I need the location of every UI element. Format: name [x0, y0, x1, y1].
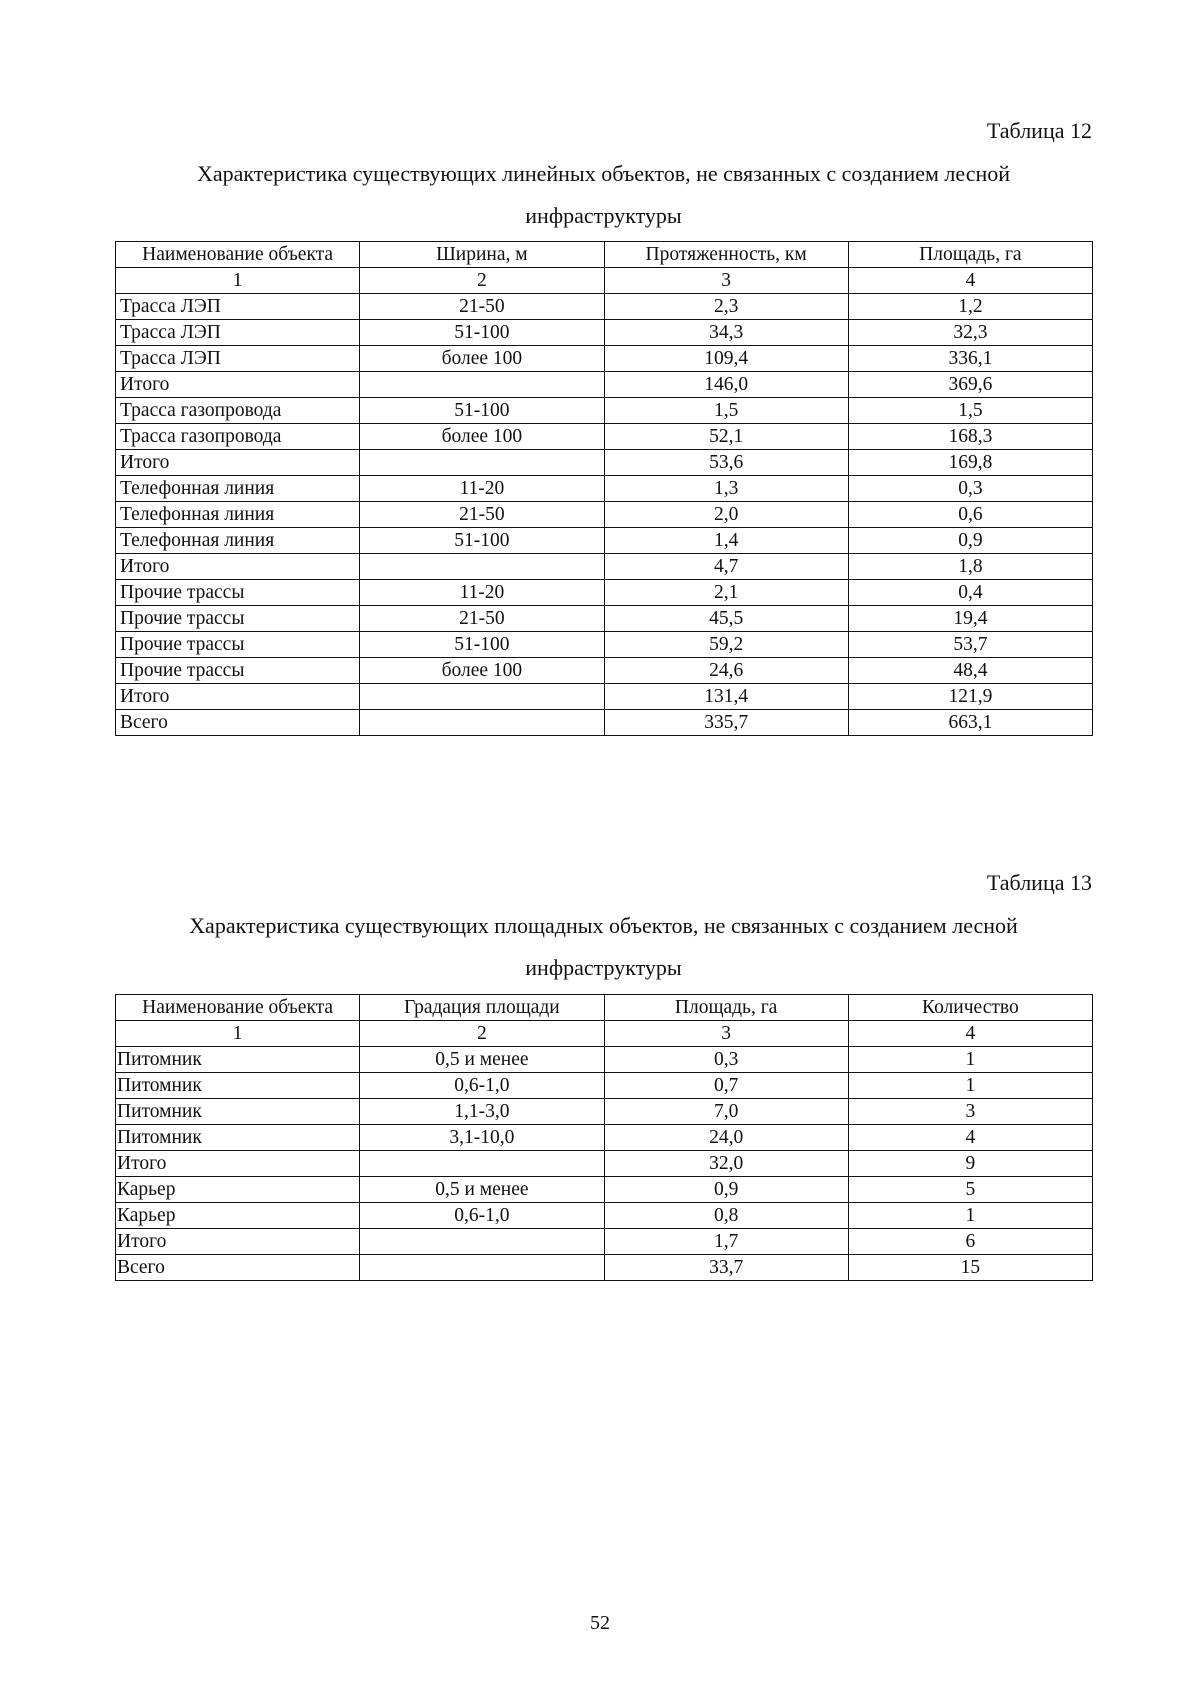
table-cell: 59,2 — [604, 632, 848, 658]
row-label-cell: Питомник — [116, 1125, 360, 1151]
table-cell: 24,6 — [604, 658, 848, 684]
table-cell: 335,7 — [604, 710, 848, 736]
row-label-cell: Итого — [116, 450, 360, 476]
row-label-cell: Прочие трассы — [116, 606, 360, 632]
row-label-cell: Трасса ЛЭП — [116, 346, 360, 372]
table-cell: 0,9 — [848, 528, 1092, 554]
table-cell — [360, 1151, 604, 1177]
table-cell: 51-100 — [360, 398, 604, 424]
row-label-cell: Трасса газопровода — [116, 424, 360, 450]
table-cell — [360, 710, 604, 736]
table-cell: 0,3 — [848, 476, 1092, 502]
table-cell: 51-100 — [360, 320, 604, 346]
table-cell: 0,6 — [848, 502, 1092, 528]
row-label-cell: Питомник — [116, 1047, 360, 1073]
table-row — [116, 476, 1093, 502]
table-cell: 51-100 — [360, 528, 604, 554]
table-cell: 33,7 — [604, 1255, 848, 1281]
column-header: Площадь, га — [848, 242, 1092, 268]
table-cell: 3 — [848, 1099, 1092, 1125]
table-cell: 52,1 — [604, 424, 848, 450]
table-cell: более 100 — [360, 424, 604, 450]
table-cell: 21-50 — [360, 294, 604, 320]
row-label-cell: Трасса газопровода — [116, 398, 360, 424]
table-cell: 1 — [848, 1073, 1092, 1099]
table-cell: 146,0 — [604, 372, 848, 398]
table-cell: 0,6-1,0 — [360, 1203, 604, 1229]
table-12-title-line-1: Характеристика существующих линейных объектов, не связанных с созданием лесной — [196, 161, 1011, 186]
table-cell: 131,4 — [604, 684, 848, 710]
row-label-cell: Итого — [116, 554, 360, 580]
table-13 — [115, 994, 1093, 1281]
table-cell: 32,0 — [604, 1151, 848, 1177]
table-cell: 3,1-10,0 — [360, 1125, 604, 1151]
row-label-cell: Карьер — [116, 1177, 360, 1203]
row-label-cell: Питомник — [116, 1099, 360, 1125]
table-12-title — [115, 153, 1092, 237]
table-row — [116, 658, 1093, 684]
table-13-body — [116, 1047, 1093, 1281]
table-cell: 0,6-1,0 — [360, 1073, 604, 1099]
table-cell: 1,2 — [848, 294, 1092, 320]
table-13-caption: Таблица 13 — [986, 870, 1092, 895]
table-cell: 2,0 — [604, 502, 848, 528]
column-number: 4 — [848, 268, 1092, 294]
table-row — [116, 710, 1093, 736]
table-13-header-row — [116, 995, 1093, 1021]
column-header: Количество — [848, 995, 1092, 1021]
table-12 — [115, 241, 1093, 736]
table-cell: 4,7 — [604, 554, 848, 580]
column-header: Протяженность, км — [604, 242, 848, 268]
table-cell: более 100 — [360, 346, 604, 372]
table-cell: 336,1 — [848, 346, 1092, 372]
table-row — [116, 424, 1093, 450]
table-cell: 53,7 — [848, 632, 1092, 658]
table-cell — [360, 450, 604, 476]
column-number: 1 — [116, 268, 360, 294]
table-row — [116, 684, 1093, 710]
table-cell: 53,6 — [604, 450, 848, 476]
table-cell: 24,0 — [604, 1125, 848, 1151]
table-13-title-line-2: инфраструктуры — [525, 955, 682, 980]
table-cell: 168,3 — [848, 424, 1092, 450]
table-cell: 51-100 — [360, 632, 604, 658]
table-row — [116, 1255, 1093, 1281]
row-label-cell: Карьер — [116, 1203, 360, 1229]
row-label-cell: Итого — [116, 684, 360, 710]
table-cell: 1,7 — [604, 1229, 848, 1255]
row-label-cell: Питомник — [116, 1073, 360, 1099]
column-number: 3 — [604, 1021, 848, 1047]
table-cell: 21-50 — [360, 502, 604, 528]
table-row — [116, 528, 1093, 554]
column-header: Наименование объекта — [116, 995, 360, 1021]
row-label-cell: Телефонная линия — [116, 502, 360, 528]
table-cell: 369,6 — [848, 372, 1092, 398]
row-label-cell: Телефонная линия — [116, 528, 360, 554]
table-cell: 109,4 — [604, 346, 848, 372]
table-cell: 48,4 — [848, 658, 1092, 684]
table-row — [116, 346, 1093, 372]
table-cell: 0,7 — [604, 1073, 848, 1099]
table-cell: 9 — [848, 1151, 1092, 1177]
table-cell: 0,8 — [604, 1203, 848, 1229]
table-row — [116, 320, 1093, 346]
table-cell — [360, 1229, 604, 1255]
column-number: 2 — [360, 268, 604, 294]
column-number: 4 — [848, 1021, 1092, 1047]
row-label-cell: Прочие трассы — [116, 632, 360, 658]
table-cell: 1,4 — [604, 528, 848, 554]
table-cell — [360, 372, 604, 398]
page-number: 52 — [590, 1612, 610, 1634]
row-label-cell: Трасса ЛЭП — [116, 294, 360, 320]
table-cell: 4 — [848, 1125, 1092, 1151]
table-row — [116, 1073, 1093, 1099]
table-cell — [360, 554, 604, 580]
table-cell: 34,3 — [604, 320, 848, 346]
row-label-cell: Всего — [116, 1255, 360, 1281]
table-12-header-row — [116, 242, 1093, 268]
table-cell: 121,9 — [848, 684, 1092, 710]
column-header: Площадь, га — [604, 995, 848, 1021]
table-cell: 0,5 и менее — [360, 1177, 604, 1203]
table-row — [116, 554, 1093, 580]
row-label-cell: Прочие трассы — [116, 658, 360, 684]
row-label-cell: Всего — [116, 710, 360, 736]
table-cell: 1,5 — [604, 398, 848, 424]
table-row — [116, 580, 1093, 606]
table-cell: 11-20 — [360, 476, 604, 502]
table-cell — [360, 684, 604, 710]
table-cell: 21-50 — [360, 606, 604, 632]
table-cell — [360, 1255, 604, 1281]
table-row — [116, 294, 1093, 320]
table-row — [116, 1203, 1093, 1229]
table-12-caption: Таблица 12 — [986, 118, 1092, 143]
table-row — [116, 606, 1093, 632]
row-label-cell: Итого — [116, 1229, 360, 1255]
row-label-cell: Трасса ЛЭП — [116, 320, 360, 346]
table-13-title-line-1: Характеристика существующих площадных объектов, не связанных с созданием лесной — [189, 913, 1018, 938]
table-cell: 19,4 — [848, 606, 1092, 632]
table-cell: 1,8 — [848, 554, 1092, 580]
table-cell: 1,5 — [848, 398, 1092, 424]
table-cell: 7,0 — [604, 1099, 848, 1125]
column-number: 1 — [116, 1021, 360, 1047]
table-cell: 15 — [848, 1255, 1092, 1281]
column-header: Наименование объекта — [116, 242, 360, 268]
table-row — [116, 1177, 1093, 1203]
table-cell: 11-20 — [360, 580, 604, 606]
column-header: Ширина, м — [360, 242, 604, 268]
table-cell: 169,8 — [848, 450, 1092, 476]
table-cell: 2,3 — [604, 294, 848, 320]
table-cell: 1 — [848, 1047, 1092, 1073]
table-row — [116, 1099, 1093, 1125]
table-cell: 663,1 — [848, 710, 1092, 736]
table-cell: 0,4 — [848, 580, 1092, 606]
table-cell: 32,3 — [848, 320, 1092, 346]
table-cell: более 100 — [360, 658, 604, 684]
table-cell: 1 — [848, 1203, 1092, 1229]
table-cell: 45,5 — [604, 606, 848, 632]
row-label-cell: Итого — [116, 372, 360, 398]
row-label-cell: Телефонная линия — [116, 476, 360, 502]
table-cell: 6 — [848, 1229, 1092, 1255]
table-cell: 0,5 и менее — [360, 1047, 604, 1073]
table-12-number-row — [116, 268, 1093, 294]
table-cell: 0,3 — [604, 1047, 848, 1073]
table-row — [116, 398, 1093, 424]
column-number: 3 — [604, 268, 848, 294]
table-cell: 1,1-3,0 — [360, 1099, 604, 1125]
column-number: 2 — [360, 1021, 604, 1047]
table-cell: 0,9 — [604, 1177, 848, 1203]
table-row — [116, 632, 1093, 658]
table-row — [116, 450, 1093, 476]
table-row — [116, 1125, 1093, 1151]
table-cell: 2,1 — [604, 580, 848, 606]
table-13-number-row — [116, 1021, 1093, 1047]
table-row — [116, 502, 1093, 528]
table-row — [116, 1229, 1093, 1255]
table-13-title — [115, 905, 1092, 989]
column-header: Градация площади — [360, 995, 604, 1021]
table-row — [116, 1151, 1093, 1177]
row-label-cell: Прочие трассы — [116, 580, 360, 606]
row-label-cell: Итого — [116, 1151, 360, 1177]
table-cell: 1,3 — [604, 476, 848, 502]
table-row — [116, 372, 1093, 398]
table-cell: 5 — [848, 1177, 1092, 1203]
table-12-body — [116, 294, 1093, 736]
table-12-title-line-2: инфраструктуры — [525, 203, 682, 228]
table-row — [116, 1047, 1093, 1073]
